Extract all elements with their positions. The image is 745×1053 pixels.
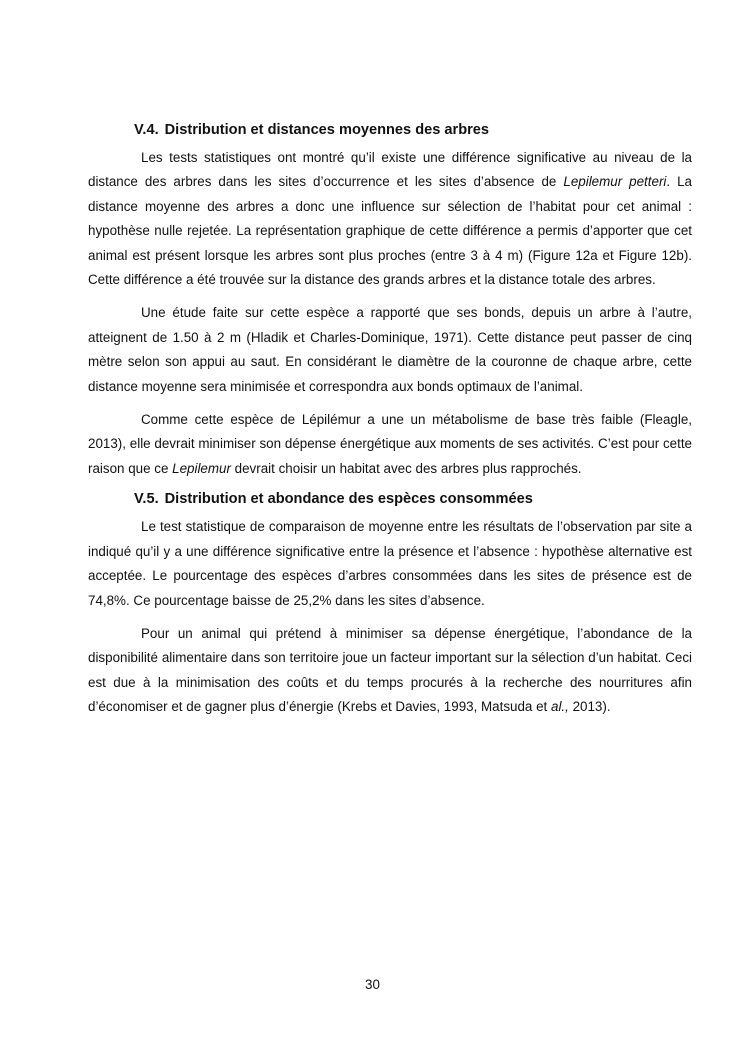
- text-run: Le test statistique de comparaison de moyenne entre les résultats de l’observation par site a indiqué qu’il y a une différence significative entre la présence et l’absence : hypothèse alternative est acceptée. Le pourcentage des espèces d’arbres consommées dans les sites de présence est de 74,8%. Ce pourcentage baisse de 25,2% dans les sites d’absence.: [88, 519, 692, 608]
- genus-name: Lepilemur: [172, 460, 231, 476]
- paragraph: [88, 146, 692, 292]
- section-v5: [88, 487, 692, 719]
- citation-et-al: al.,: [551, 699, 569, 715]
- text-run: Pour un animal qui prétend à minimiser sa dépense énergétique, l’abondance de la disponibilité alimentaire dans son territoire joue un facteur important sur la sélection d’un habitat. Ceci est due à la minimisation des coûts et du temps procurés à la recherche des nourritures afin d’économiser et de gagner plus d’énergie (Krebs et Davies, 1993, Matsuda et: [88, 625, 692, 715]
- text-run: 2013).: [568, 699, 611, 715]
- section-title: Distribution et distances moyennes des arbres: [164, 122, 490, 138]
- section-number: V.5.: [134, 491, 159, 508]
- section-number: V.4.: [134, 122, 159, 138]
- text-run: devrait choisir un habitat avec des arbres plus rapprochés.: [230, 460, 582, 476]
- paragraph: [88, 408, 692, 481]
- section-heading: [134, 118, 692, 142]
- page-number: 30: [365, 977, 380, 992]
- text-run: Une étude faite sur cette espèce a rapporté que ses bonds, depuis un arbre à l’autre, atteignent de 1.50 à 2 m (Hladik et Charles-Dominique, 1971). Cette distance peut passer de cinq mètre selon son appui au saut. En considérant le diamètre de la couronne de chaque arbre, cette distance moyenne sera minimisée et correspondra aux bonds optimaux de l’animal.: [88, 305, 692, 394]
- species-name: Lepilemur petteri: [563, 174, 667, 190]
- text-run: . La distance moyenne des arbres a donc une influence sur sélection de l’habitat pour cet animal : hypothèse nulle rejetée. La représentation graphique de cette différence a permis d’apporter que cet animal est présent lorsque les arbres sont plus proches (entre 3 à 4 m) (Figure 12a et Figure 12b). Cette différence a été trouvée sur la distance des grands arbres et la distance totale des arbres.: [88, 174, 692, 288]
- text-run: Les tests statistiques ont montré qu’il existe une différence significative au niveau de la distance des arbres dans les sites d’occurrence et les sites d’absence de: [88, 150, 692, 190]
- text-run: Comme cette espèce de Lépilémur a une un métabolisme de base très faible (Fleagle, 2013), elle devrait minimiser son dépense énergétique aux moments de ses activités. C’est pour cette raison que ce: [88, 412, 692, 476]
- paragraph: [88, 301, 692, 399]
- section-title: Distribution et abondance des espèces consommées: [164, 491, 533, 508]
- document-page: [88, 118, 692, 720]
- section-heading: [134, 487, 692, 511]
- section-v4: [88, 118, 692, 481]
- paragraph: [88, 515, 692, 613]
- paragraph: [88, 622, 692, 720]
